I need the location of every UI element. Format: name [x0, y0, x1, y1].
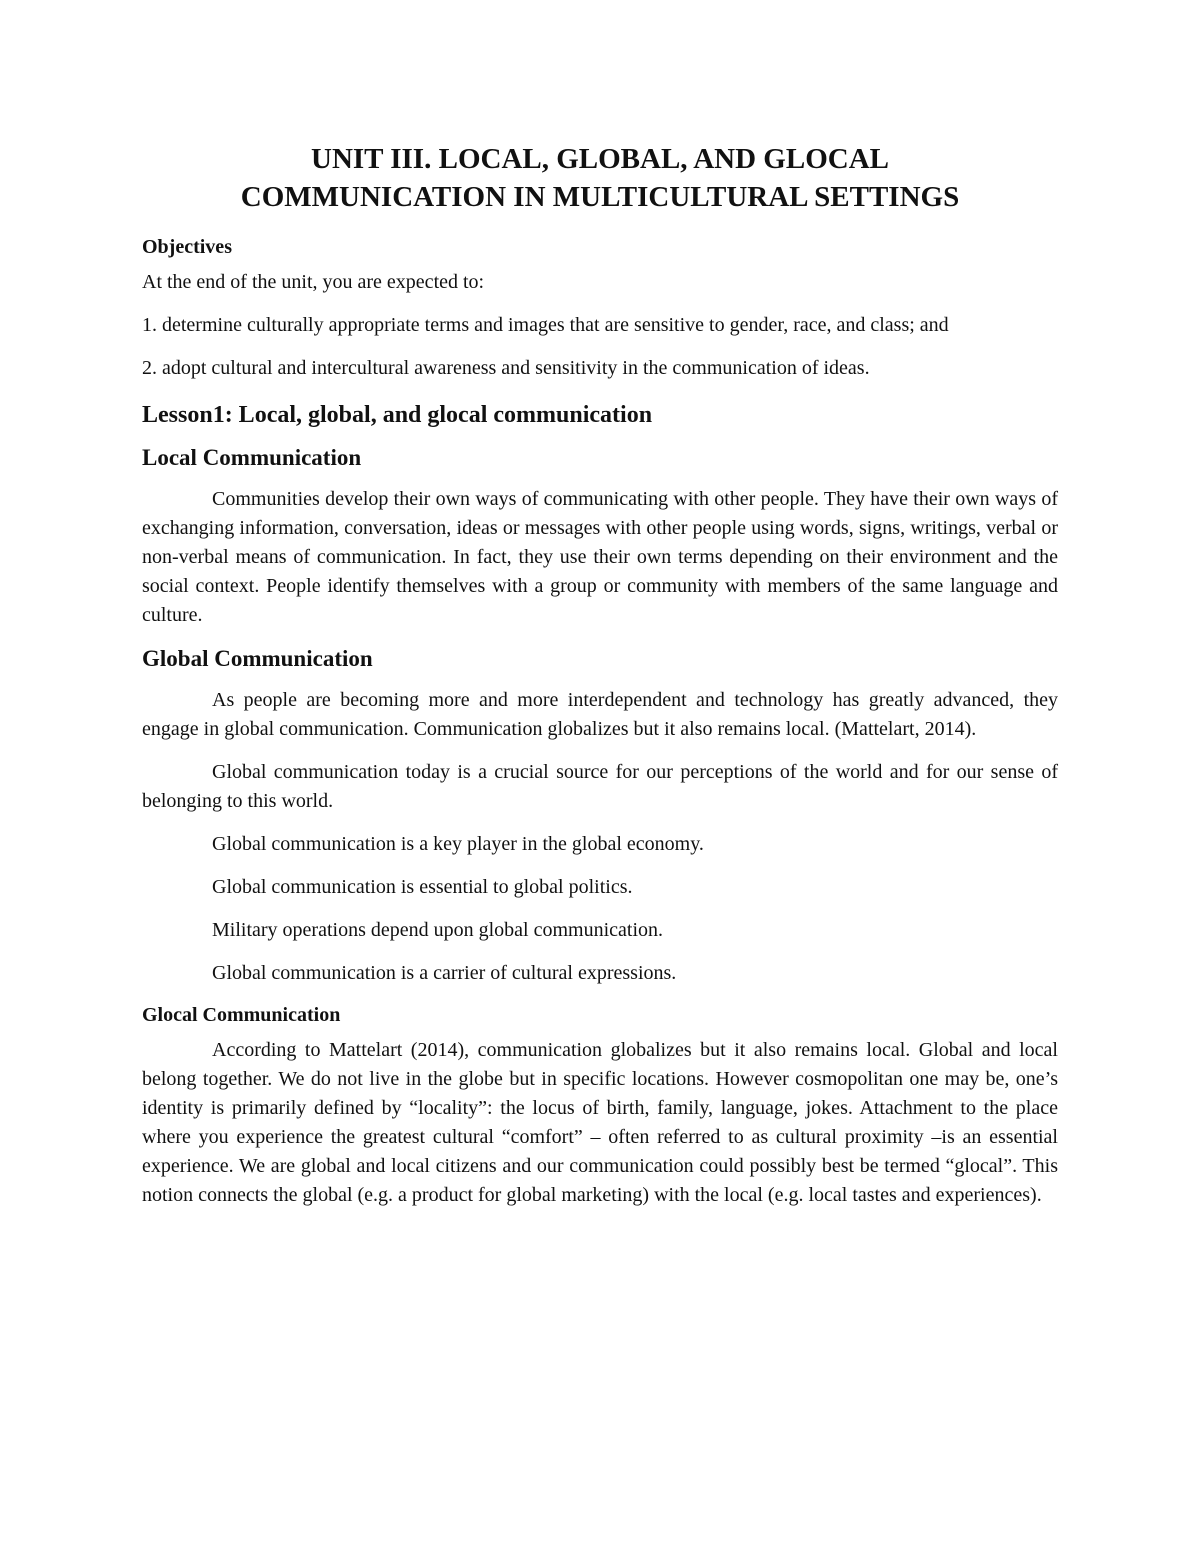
- objective-item-1: 1. determine culturally appropriate terms and images that are sensitive to gender, race, and class; and: [142, 314, 949, 336]
- objectives-heading: Objectives: [142, 236, 232, 258]
- lesson-heading: Lesson1: Local, global, and glocal communication: [142, 402, 653, 428]
- unit-title: [142, 140, 1058, 216]
- objectives-intro: At the end of the unit, you are expected to:: [142, 271, 485, 293]
- local-communication-heading: Local Communication: [142, 445, 362, 470]
- global-point-3: Military operations depend upon global communication.: [212, 919, 664, 941]
- glocal-communication-paragraph: According to Mattelart (2014), communication globalizes but it also remains local. Global and local belong together. We do not live in the globe but in specific locations. However cosmopolitan one may be, one’s identity is primarily defined by “locality”: the locus of birth, family, language, jokes. Attachment to the place where you experience the greatest cultural “comfort” – often referred to as cultural proximity –is an essential experience. We are global and local citizens and our communication could possibly best be termed “glocal”. This notion connects the global (e.g. a product for global marketing) with the local (e.g. local tastes and experiences).: [142, 1039, 1058, 1206]
- global-communication-paragraph-1: As people are becoming more and more interdependent and technology has greatly advanced, they engage in global communication. Communication globalizes but it also remains local. (Mattelart, 2014).: [142, 689, 1058, 740]
- global-communication-heading: Global Communication: [142, 646, 373, 671]
- global-point-1: Global communication is a key player in the global economy.: [212, 833, 704, 855]
- global-point-4: Global communication is a carrier of cultural expressions.: [212, 962, 677, 984]
- document-page: [142, 140, 1058, 1224]
- local-communication-paragraph: Communities develop their own ways of communicating with other people. They have their own ways of exchanging information, conversation, ideas or messages with other people using words, signs, writings, verbal or non-verbal means of communication. In fact, they use their own terms depending on their environment and the social context. People identify themselves with a group or community with members of the same language and culture.: [142, 488, 1058, 626]
- unit-title-line-2: COMMUNICATION IN MULTICULTURAL SETTINGS: [240, 181, 960, 213]
- glocal-communication-heading: Glocal Communication: [142, 1004, 341, 1026]
- objective-item-2: 2. adopt cultural and intercultural awareness and sensitivity in the communication of ideas.: [142, 357, 870, 379]
- unit-title-line-1: UNIT III. LOCAL, GLOBAL, AND GLOCAL: [311, 143, 889, 175]
- global-point-2: Global communication is essential to global politics.: [212, 876, 633, 898]
- global-communication-paragraph-2: Global communication today is a crucial source for our perceptions of the world and for our sense of belonging to this world.: [142, 761, 1058, 812]
